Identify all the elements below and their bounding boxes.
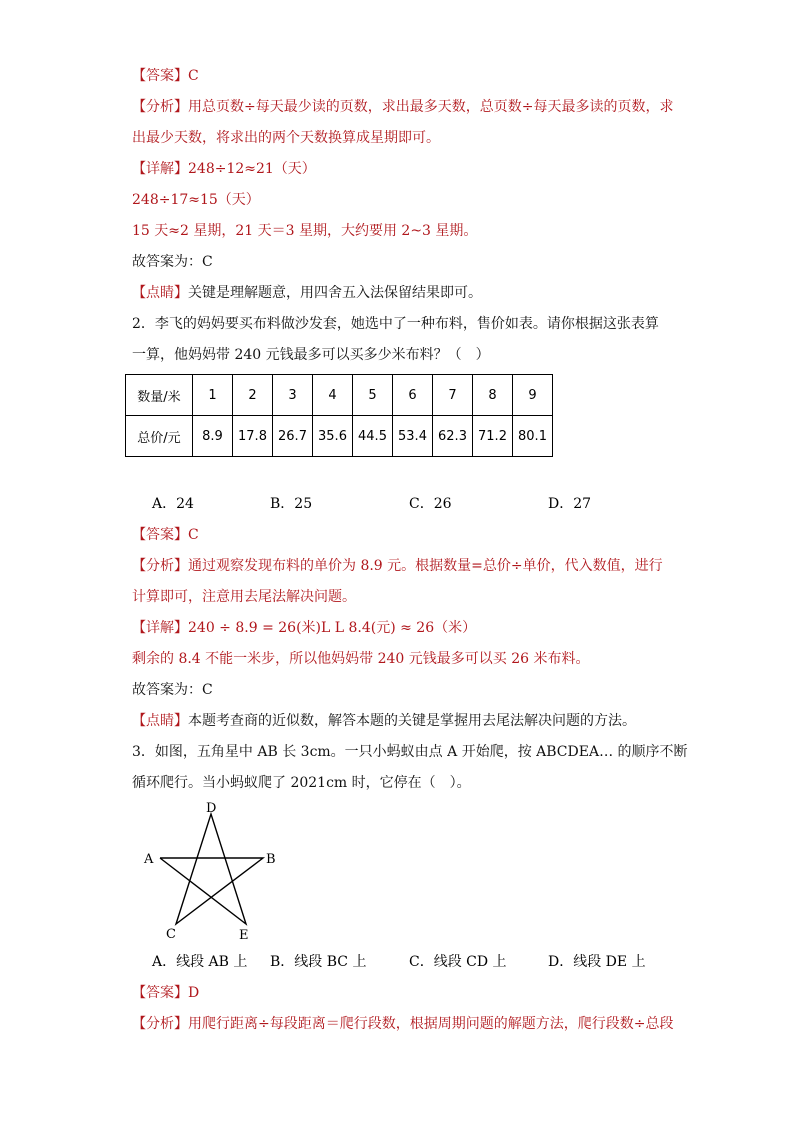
q2-stem-line1: 2．李飞的妈妈要买布料做沙发套，她选中了一种布料，售价如表。请你根据这张表算 <box>132 316 659 332</box>
table-cell: 1 <box>193 375 233 416</box>
q3-answer: 【答案】D <box>132 985 200 1001</box>
q2-stem-line2: 一算，他妈妈带 240 元钱最多可以买多少米布料？（ ） <box>132 347 490 363</box>
table-cell: 3 <box>273 375 313 416</box>
table-cell: 6 <box>393 375 433 416</box>
q1-tip: 【点睛】关键是理解题意，用四舍五入法保留结果即可。 <box>132 285 482 301</box>
table-cell: 62.3 <box>433 416 473 457</box>
table-cell: 17.8 <box>233 416 273 457</box>
q3-stem-line2: 循环爬行。当小蚂蚁爬了 2021cm 时，它停在（ ）。 <box>132 775 471 791</box>
q1-detail-line2: 248÷17≈15（天） <box>132 192 260 208</box>
table-cell: 71.2 <box>473 416 513 457</box>
q1-conclusion: 故答案为：C <box>132 254 213 270</box>
q1-detail-line1: 【详解】248÷12≈21（天） <box>132 161 316 177</box>
table-cell: 53.4 <box>393 416 433 457</box>
table-cell: 2 <box>233 375 273 416</box>
table-cell: 4 <box>313 375 353 416</box>
q2-analysis-line2: 计算即可，注意用去尾法解决问题。 <box>132 589 356 605</box>
table-cell: 35.6 <box>313 416 353 457</box>
q2-analysis-line1: 【分析】通过观察发现布料的单价为 8.9 元。根据数量=总价÷单价，代入数值，进行 <box>132 558 663 574</box>
table-cell: 44.5 <box>353 416 393 457</box>
star-label-a: A <box>144 852 154 867</box>
q3-option-a: A．线段 AB 上 <box>152 954 248 970</box>
star-figure <box>138 800 288 950</box>
q3-stem-line1: 3．如图，五角星中 AB 长 3cm。一只小蚂蚁由点 A 开始爬，按 ABCDEA… 的顺序不断 <box>132 744 688 760</box>
table-cell: 7 <box>433 375 473 416</box>
table-cell: 9 <box>513 375 553 416</box>
q2-option-b: B．25 <box>270 496 313 512</box>
q1-answer: 【答案】C <box>132 68 199 84</box>
table-row-quantity <box>126 375 553 416</box>
table-row-label: 总价/元 <box>126 416 193 457</box>
q2-tip: 【点睛】本题考查商的近似数，解答本题的关键是掌握用去尾法解决问题的方法。 <box>132 713 636 729</box>
table-cell: 8 <box>473 375 513 416</box>
q1-detail-line3: 15 天≈2 星期，21 天＝3 星期，大约要用 2~3 星期。 <box>132 223 478 239</box>
price-table <box>125 374 553 457</box>
star-label-c: C <box>166 927 176 942</box>
table-cell: 5 <box>353 375 393 416</box>
q3-analysis-line1: 【分析】用爬行距离÷每段距离＝爬行段数，根据周期问题的解题方法，爬行段数÷总段 <box>132 1016 674 1032</box>
q2-detail-line1: 【详解】240 ÷ 8.9 = 26(米)L L 8.4(元) ≈ 26（米） <box>132 620 477 636</box>
star-label-b: B <box>266 852 276 867</box>
star-outline <box>160 814 263 924</box>
q2-option-a: A．24 <box>152 496 194 512</box>
q1-analysis-line2: 出最少天数，将求出的两个天数换算成星期即可。 <box>132 130 440 146</box>
q2-conclusion: 故答案为：C <box>132 682 213 698</box>
table-cell: 26.7 <box>273 416 313 457</box>
table-row-label: 数量/米 <box>126 375 193 416</box>
star-label-e: E <box>239 928 249 943</box>
star-label-d: D <box>206 801 217 816</box>
q2-detail-line2: 剩余的 8.4 不能一米步，所以他妈妈带 240 元钱最多可以买 26 米布料。 <box>132 651 590 667</box>
table-cell: 8.9 <box>193 416 233 457</box>
table-cell: 80.1 <box>513 416 553 457</box>
table-row-price <box>126 416 553 457</box>
q2-option-c: C．26 <box>409 496 452 512</box>
q3-option-c: C．线段 CD 上 <box>409 954 507 970</box>
q3-option-b: B．线段 BC 上 <box>270 954 367 970</box>
q2-option-d: D．27 <box>548 496 592 512</box>
q2-answer: 【答案】C <box>132 527 199 543</box>
q3-option-d: D．线段 DE 上 <box>548 954 646 970</box>
q1-analysis-line1: 【分析】用总页数÷每天最少读的页数，求出最多天数，总页数÷每天最多读的页数，求 <box>132 99 674 115</box>
